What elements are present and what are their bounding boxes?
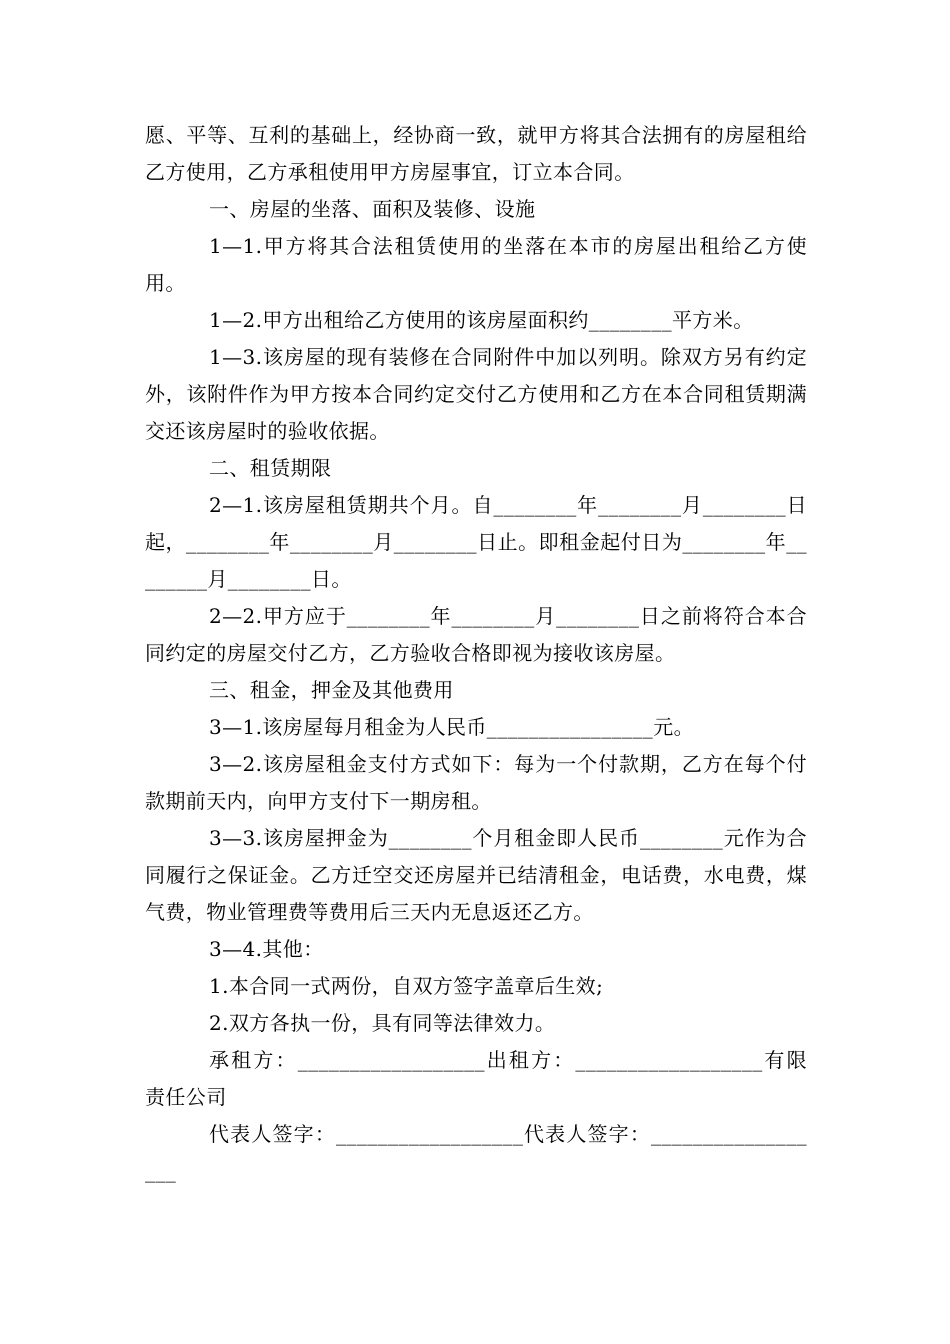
paragraph-intro: 愿、平等、互利的基础上，经协商一致，就甲方将其合法拥有的房屋租给乙方使用，乙方承租使用甲方房屋事宜，订立本合同。 — [145, 123, 807, 184]
contract-body — [145, 117, 807, 1190]
clause-3-1: 3—1.该房屋每月租金为人民币________________元。 — [209, 715, 695, 739]
clause-2-2: 2—2.甲方应于________年________月________日之前将符合本合同约定的房屋交付乙方，乙方验收合格即视为接收该房屋。 — [145, 604, 807, 665]
clause-1-1: 1—1.甲方将其合法租赁使用的坐落在本市的房屋出租给乙方使用。 — [145, 234, 807, 295]
other-item-1: 1.本合同一式两份，自双方签字盖章后生效; — [209, 974, 604, 998]
clause-1-3: 1—3.该房屋的现有装修在合同附件中加以列明。除双方另有约定外，该附件作为甲方按本合同约定交付乙方使用和乙方在本合同租赁期满交还该房屋时的验收依据。 — [145, 345, 807, 443]
clause-1-2: 1—2.甲方出租给乙方使用的该房屋面积约________平方米。 — [209, 308, 754, 332]
clause-3-2: 3—2.该房屋租金支付方式如下：每为一个付款期，乙方在每个付款期前天内，向甲方支付下一期房租。 — [145, 752, 807, 813]
section-heading-3: 三、租金，押金及其他费用 — [209, 678, 454, 702]
clause-3-4: 3—4.其他： — [209, 937, 324, 961]
clause-2-1: 2—1.该房屋租赁期共个月。自________年________月________日起，________年________月________日止。即租金起付日为________年________月________日。 — [145, 493, 807, 591]
signature-line: 代表人签字：__________________代表人签字：__________________ — [145, 1122, 807, 1183]
clause-3-3: 3—3.该房屋押金为________个月租金即人民币________元作为合同履行之保证金。乙方迁空交还房屋并已结清租金，电话费，水电费，煤气费，物业管理费等费用后三天内无息返还乙方。 — [145, 826, 807, 924]
section-heading-2: 二、租赁期限 — [209, 456, 332, 480]
other-item-2: 2.双方各执一份，具有同等法律效力。 — [209, 1011, 556, 1035]
section-heading-1: 一、房屋的坐落、面积及装修、设施 — [209, 197, 536, 221]
parties-line: 承租方：__________________出租方：__________________有限责任公司 — [145, 1048, 807, 1109]
